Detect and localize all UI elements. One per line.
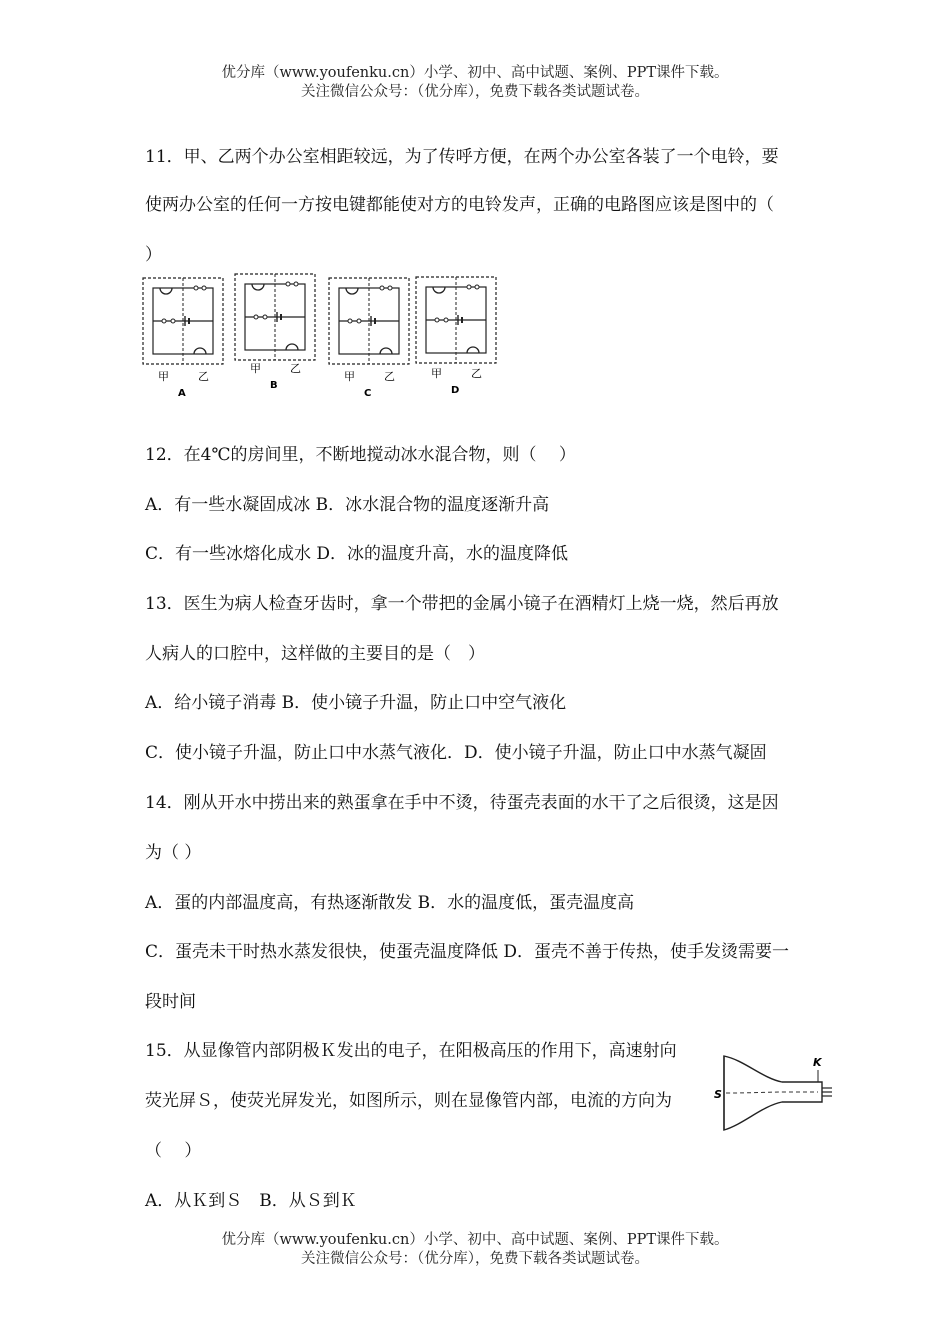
circuit-option-a	[143, 278, 223, 399]
header-line-1: 优分库（www.youfenku.cn）小学、初中、高中试题、案例、PPT课件下载。	[221, 65, 729, 81]
q14-stem-line-2: 为（ ）	[145, 843, 202, 863]
page-footer	[0, 1231, 950, 1269]
q13-stem-line-2: 人病人的口腔中，这样做的主要目的是（ ）	[145, 644, 485, 664]
crt-tube-figure	[712, 1042, 838, 1138]
q14-stem-line-1: 14．刚从开水中捞出来的熟蛋拿在手中不烫，待蛋壳表面的水干了之后很烫，这是因	[145, 793, 779, 813]
footer-line-1: 优分库（www.youfenku.cn）小学、初中、高中试题、案例、PPT课件下载。	[221, 1232, 729, 1248]
header-line-2: 关注微信公众号：（优分库），免费下载各类试题试卷。	[301, 84, 649, 100]
circuit-option-c	[329, 278, 409, 399]
q15-stem-line-3: （ ）	[145, 1141, 202, 1161]
q12-stem: 12．在4℃的房间里，不断地搅动冰水混合物，则（ ）	[145, 445, 576, 465]
option-label-c: C	[364, 388, 372, 399]
room-b-label-d: 乙	[471, 367, 482, 380]
option-label-a: A	[178, 388, 186, 399]
circuit-option-d	[416, 277, 496, 396]
circuit-option-b	[235, 274, 315, 391]
q15-options: A．从Ｋ到Ｓ B．从Ｓ到Ｋ	[145, 1191, 357, 1211]
screen-label: S	[714, 1088, 722, 1101]
q13-options-cd: C．使小镜子升温，防止口中水蒸气液化．D．使小镜子升温，防止口中水蒸气凝固	[145, 743, 767, 763]
q13-options-ab: A．给小镜子消毒 B．使小镜子升温，防止口中空气液化	[145, 693, 567, 713]
q14-options-cd-line-2: 段时间	[145, 992, 196, 1012]
q13-stem-line-1: 13．医生为病人检查牙齿时，拿一个带把的金属小镜子在酒精灯上烧一烧，然后再放	[145, 594, 779, 614]
q14-options-ab: A．蛋的内部温度高，有热逐渐散发 B．水的温度低，蛋壳温度高	[145, 893, 635, 913]
q12-options-ab: A．有一些水凝固成冰 B．冰水混合物的温度逐渐升高	[145, 495, 550, 515]
q12-options-cd: C．有一些冰熔化成水 D．冰的温度升高，水的温度降低	[145, 544, 569, 564]
q11-stem-line-3: ）	[145, 245, 162, 265]
room-a-label-a: 甲	[158, 370, 169, 383]
option-label-d: D	[451, 385, 460, 396]
room-b-label-b: 乙	[290, 362, 301, 375]
room-b-label-a: 乙	[198, 370, 209, 383]
q14-options-cd-line-1: C．蛋壳未干时热水蒸发很快，使蛋壳温度降低 D．蛋壳不善于传热，使手发烫需要一	[145, 942, 790, 962]
option-label-b: B	[270, 380, 278, 391]
q15-stem-line-1: 15．从显像管内部阴极Ｋ发出的电子，在阳极高压的作用下，高速射向	[145, 1041, 677, 1061]
room-a-label-c: 甲	[344, 370, 355, 383]
room-a-label-d: 甲	[431, 367, 442, 380]
room-b-label-c: 乙	[384, 370, 395, 383]
q15-stem-line-2: 荧光屏Ｓ，使荧光屏发光，如图所示，则在显像管内部，电流的方向为	[145, 1091, 672, 1111]
footer-line-2: 关注微信公众号：（优分库），免费下载各类试题试卷。	[301, 1251, 649, 1267]
q11-stem-line-1: 11．甲、乙两个办公室相距较远，为了传呼方便，在两个办公室各装了一个电铃，要	[145, 147, 779, 167]
cathode-label: K	[813, 1056, 822, 1069]
page-header	[0, 64, 950, 102]
room-a-label-b: 甲	[250, 362, 261, 375]
q11-circuit-figure	[140, 270, 515, 402]
q11-stem-line-2: 使两办公室的任何一方按电键都能使对方的电铃发声，正确的电路图应该是图中的（	[145, 195, 774, 215]
